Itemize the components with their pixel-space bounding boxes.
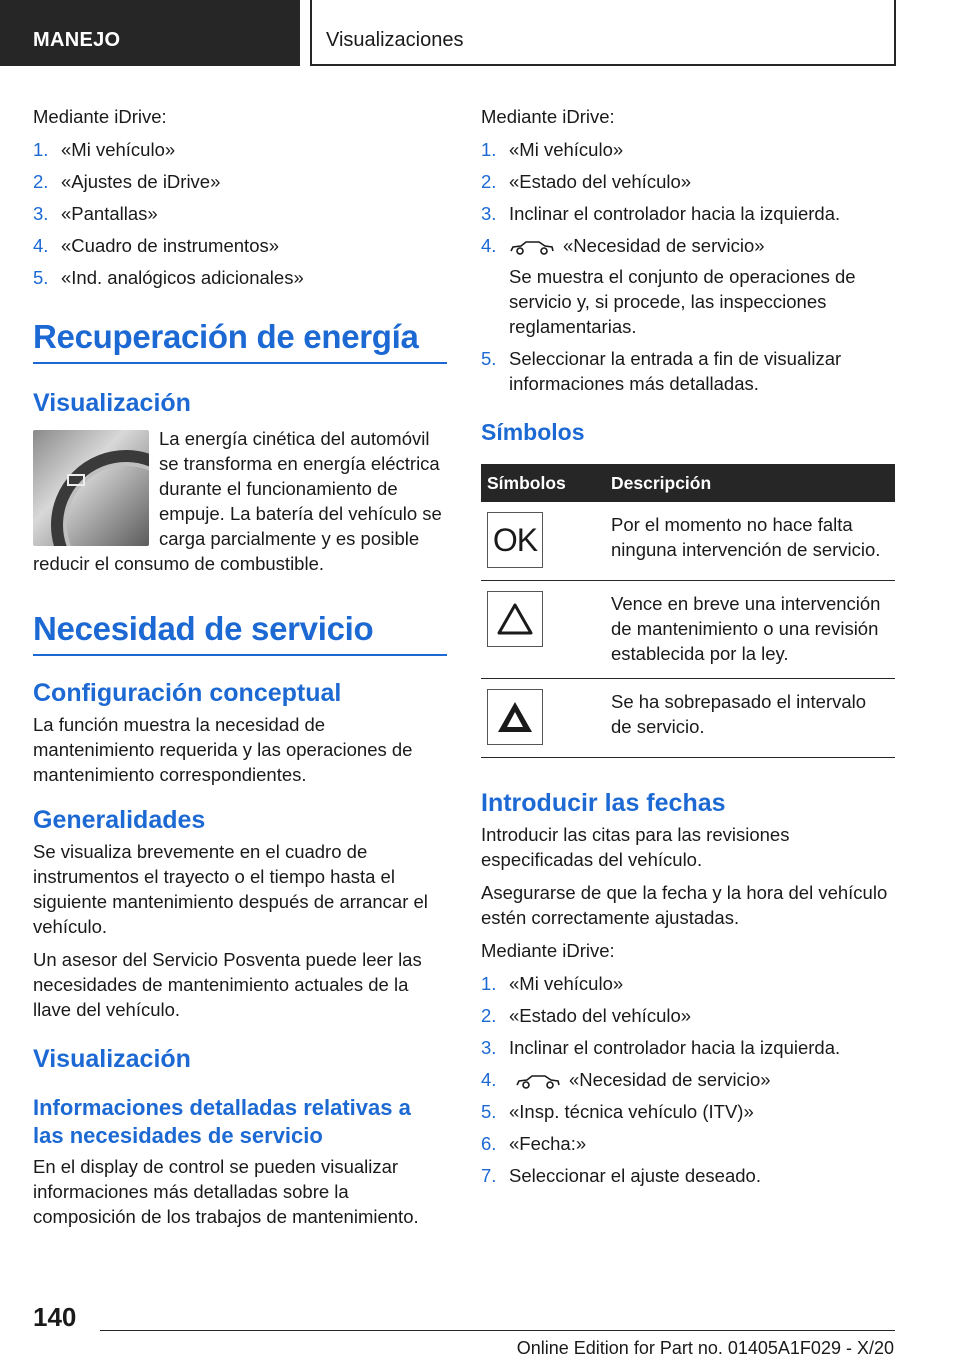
- list-item: 5. Seleccionar la entrada a fin de visualizar informaciones más detalladas.: [481, 348, 842, 394]
- symbol-description: Por el momento no hace falta ninguna intervención de servicio.: [605, 502, 895, 581]
- symbol-description: Se ha sobrepasado el intervalo de servicio.: [605, 679, 895, 758]
- footer-divider: [100, 1330, 895, 1331]
- list-item: 5. «Insp. técnica vehículo (ITV)»: [481, 1101, 754, 1122]
- table-row: [481, 679, 895, 758]
- heading-display: Visualización: [33, 389, 191, 417]
- page-header: [0, 0, 960, 66]
- heading-service-need: Necesidad de servicio: [33, 610, 447, 656]
- list-item: 3. Inclinar el controlador hacia la izquierda.: [481, 203, 841, 224]
- table-row: [481, 502, 895, 581]
- left-column: [33, 104, 447, 1229]
- list-item: 3. Inclinar el controlador hacia la izquierda.: [481, 1037, 841, 1058]
- car-icon: [515, 1073, 561, 1089]
- general-text-1: Se visualiza brevemente en el cuadro de instrumentos el trayecto o el tiempo hasta el siguiente mantenimiento después de arrancar el vehículo.: [33, 841, 428, 937]
- col-symbols: Símbolos: [481, 464, 605, 502]
- table-header: [481, 464, 895, 502]
- car-icon: [509, 239, 555, 255]
- page-number: 140: [33, 1302, 77, 1332]
- step-note: Se muestra el conjunto de operaciones de servicio y, si procede, las inspecciones reglamentarias.: [509, 266, 856, 337]
- battery-icon: [67, 474, 85, 486]
- details-text: En el display de control se pueden visualizar informaciones más detalladas sobre la composición de los trabajos de mantenimiento.: [33, 1156, 419, 1227]
- table-row: [481, 581, 895, 679]
- general-text-2: Un asesor del Servicio Posventa puede leer las necesidades de mantenimiento actuales de la llave del vehículo.: [33, 949, 422, 1020]
- chapter-tab: [310, 0, 896, 66]
- concept-text: La función muestra la necesidad de mantenimiento requerida y las operaciones de mantenimiento correspondientes.: [33, 714, 413, 785]
- dates-text-2: Asegurarse de que la fecha y la hora del vehículo estén correctamente ajustadas.: [481, 882, 888, 928]
- idrive-steps: [33, 137, 447, 290]
- warning-outline-icon: [487, 591, 543, 647]
- warning-filled-icon: [487, 689, 543, 745]
- chapter-title: Visualizaciones: [326, 29, 464, 51]
- section-tab: [0, 0, 300, 66]
- right-column: [481, 104, 895, 1195]
- page-footer: [0, 1292, 960, 1362]
- heading-general: Generalidades: [33, 806, 206, 834]
- symbol-description: Vence en breve una intervención de mantenimiento o una revisión establecida por la ley.: [605, 581, 895, 679]
- list-item: 3. «Pantallas»: [33, 203, 158, 224]
- heading-symbols: Símbolos: [481, 419, 585, 445]
- ok-icon: OK: [487, 512, 543, 568]
- list-item: 1. «Mi vehículo»: [481, 139, 624, 160]
- edition-text: Online Edition for Part no. 01405A1F029 - X/20: [516, 1338, 894, 1358]
- dates-text-1: Introducir las citas para las revisiones especificadas del vehículo.: [481, 824, 790, 870]
- section-title: MANEJO: [33, 29, 121, 51]
- list-item: 2. «Estado del vehículo»: [481, 171, 692, 192]
- list-item: 1. «Mi vehículo»: [33, 139, 176, 160]
- dates-steps: [481, 971, 895, 1188]
- col-description: Descripción: [605, 464, 895, 502]
- list-item: 5. «Ind. analógicos adicionales»: [33, 267, 304, 288]
- list-item: 6. «Fecha:»: [481, 1133, 587, 1154]
- idrive-intro-2: Mediante iDrive:: [481, 106, 615, 127]
- list-item: 4. «Necesidad de servicio»: [481, 1069, 771, 1090]
- heading-concept: Configuración conceptual: [33, 679, 342, 707]
- list-item: 7. Seleccionar el ajuste deseado.: [481, 1165, 761, 1186]
- list-item: 2. «Estado del vehículo»: [481, 1005, 692, 1026]
- heading-energy-recovery: Recuperación de energía: [33, 318, 447, 364]
- idrive-intro: Mediante iDrive:: [33, 106, 167, 127]
- list-item: 4. «Necesidad de servicio» Se muestra el conjunto de operaciones de servicio y, si procede, las inspecciones reglamentarias.: [481, 233, 895, 339]
- list-item: 1. «Mi vehículo»: [481, 973, 624, 994]
- energy-text: La energía cinética del automóvil se transforma en energía eléctrica durante el funcionamiento de empuje. La batería del vehículo se carga parcialmente y es posible reducir el consumo de combustible.: [33, 428, 442, 574]
- instrument-cluster-image: [33, 430, 149, 546]
- service-steps: [481, 137, 895, 396]
- energy-block: [33, 426, 447, 576]
- heading-service-details: Informaciones detalladas relativas a las necesidades de servicio: [33, 1095, 411, 1148]
- heading-display-2: Visualización: [33, 1045, 191, 1073]
- list-item: 4. «Cuadro de instrumentos»: [33, 235, 280, 256]
- symbols-table: [481, 464, 895, 758]
- dates-intro: Mediante iDrive:: [481, 940, 615, 961]
- list-item: 2. «Ajustes de iDrive»: [33, 171, 221, 192]
- heading-enter-dates: Introducir las fechas: [481, 789, 726, 817]
